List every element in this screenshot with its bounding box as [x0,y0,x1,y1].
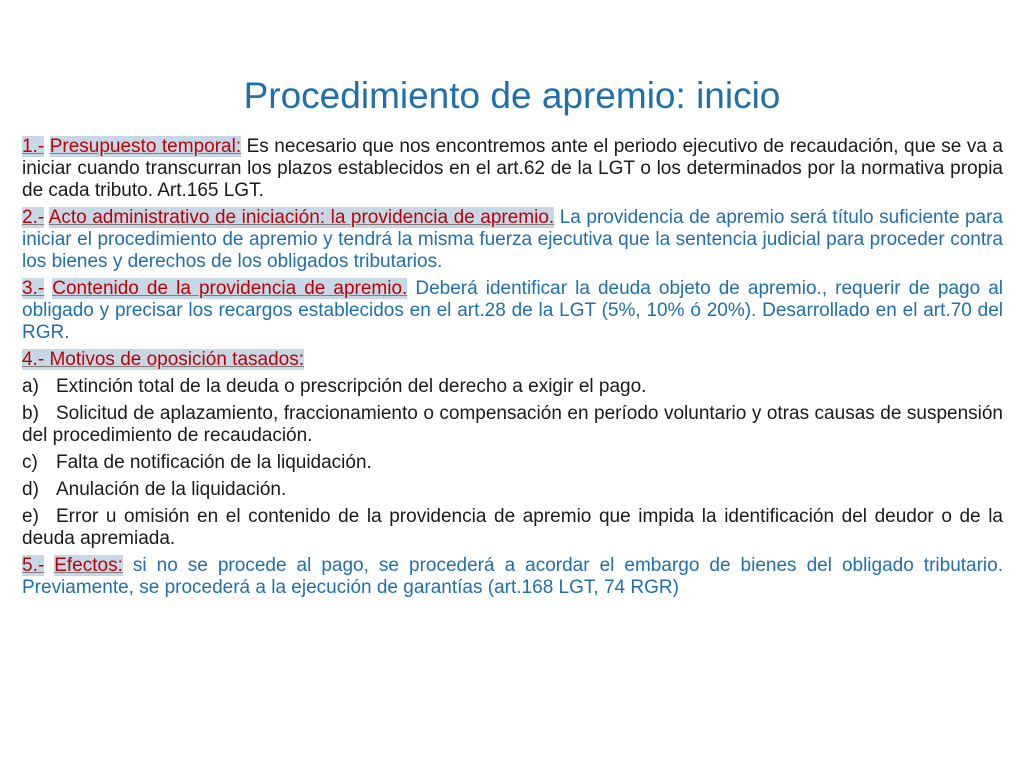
section-number: 2.- [22,207,45,228]
motivo-text: Falta de notificación de la liquidación. [56,452,372,473]
motivo-letter: a) [22,376,39,397]
section-text: Es necesario que nos encontremos ante el periodo ejecutivo de recaudación, que se va a iniciar cuando transcurran los plazos establecidos en el art.62 de la LGT o los determinados por la normativa propia de cada tributo. Art.165 LGT. [22,136,1003,201]
motivo-text: Anulación de la liquidación. [56,479,287,500]
section-acto-administrativo [22,207,1003,273]
slide-title: Procedimiento de apremio: inicio [243,75,781,116]
motivo-letter: e) [22,506,39,527]
section-text: si no se procede al pago, se procederá a acordar el embargo de bienes del obligado tributario. Previamente, se procederá a la ejecución de garantías (art.168 LGT, 74 RGR) [22,555,1004,598]
section-contenido-providencia [22,278,1003,344]
motivo-item-c [22,452,1003,474]
section-number: 5.- [22,555,45,576]
section-number: 3.- [22,278,45,299]
section-motivos-oposicion [22,349,1003,371]
motivo-text: Solicitud de aplazamiento, fraccionamiento o compensación en período voluntario y otras causas de suspensión del procedimiento de recaudación. [22,403,1003,446]
motivo-item-b [22,403,1003,447]
motivo-item-d [22,479,1003,501]
section-heading: Acto administrativo de iniciación: la providencia de apremio. [48,207,555,228]
slide-content [22,136,1003,604]
section-heading: Presupuesto temporal: [49,136,242,157]
section-heading: Efectos: [54,555,123,576]
motivo-item-a [22,376,1003,398]
section-text: Deberá identificar la deuda objeto de apremio., requerir de pago al obligado y precisar los recargos establecidos en el art.28 de la LGT (5%, 10% ó 20%). Desarrollado en el art.70 del RGR. [22,278,1003,343]
section-heading: 4.- Motivos de oposición tasados: [22,349,304,370]
section-efectos [22,555,1003,599]
motivo-letter: d) [22,479,39,500]
section-presupuesto-temporal [22,136,1003,202]
motivo-letter: b) [22,403,39,424]
motivo-letter: c) [22,452,38,473]
section-text: La providencia de apremio será título suficiente para iniciar el procedimiento de apremio y tendrá la misma fuerza ejecutiva que la sentencia judicial para proceder contra los bienes y derechos de los obligados tributarios. [22,207,1003,272]
motivo-item-e [22,506,1003,550]
motivo-text: Error u omisión en el contenido de la providencia de apremio que impida la identificación del deudor o de la deuda apremiada. [22,506,1003,549]
motivo-text: Extinción total de la deuda o prescripción del derecho a exigir el pago. [56,376,647,397]
section-heading: Contenido de la providencia de apremio. [52,278,408,299]
section-number: 1.- [22,136,45,157]
